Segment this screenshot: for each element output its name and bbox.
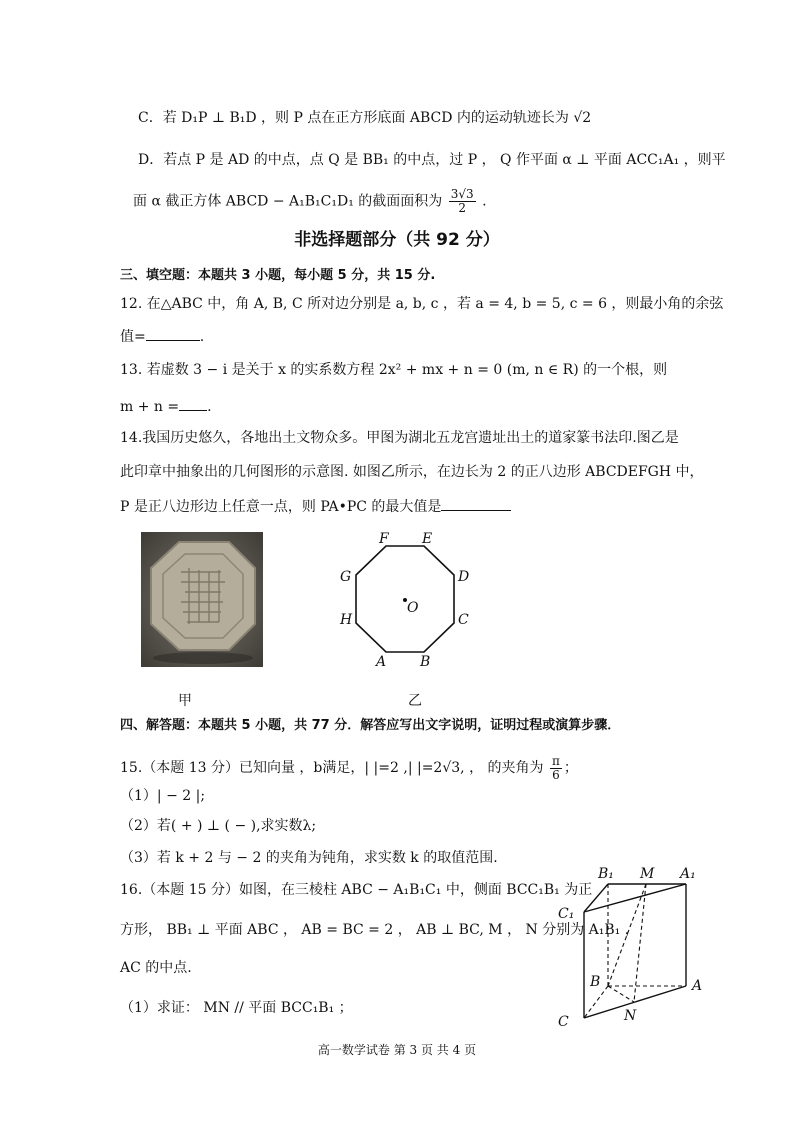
q12-line2: [120, 326, 204, 347]
q14-answer-blank: [441, 496, 511, 511]
prism-diagram: [548, 860, 718, 1035]
q15-question-text: 15.（本题 13 分）已知向量 ，b满足，| |=2 ,| |=2√3, ， 的夹角为: [120, 760, 544, 776]
prism-label-c: C: [558, 1014, 569, 1030]
q13-answer-label: m + n =: [120, 399, 180, 415]
q12-end: .: [199, 329, 205, 345]
q16-line1: 16.（本题 15 分）如图，在三棱柱 ABC − A₁B₁C₁ 中，侧面 BCC₁B₁ 为正: [120, 882, 593, 898]
q12-line1: 12. 在△ABC 中，角 A, B, C 所对边分别是 a, b, c ，若 a = 4, b = 5, c = 6 ，则最小角的余弦: [120, 296, 724, 312]
q15-part2: （2）若( + ) ⊥ ( − ),求实数λ;: [120, 818, 317, 834]
prism-label-c1: C₁: [558, 906, 575, 922]
octagon-label-d: D: [458, 569, 470, 585]
q15-end: ；: [563, 760, 578, 776]
prism-label-b1: B₁: [598, 866, 614, 882]
prism-label-n: N: [624, 1008, 637, 1024]
octagon-label-c: C: [458, 612, 469, 628]
q16-line2: 方形， BB₁ ⊥ 平面 ABC ， AB = BC = 2 ， AB ⊥ BC, M ， N 分别为 A₁B₁ ，: [120, 922, 639, 938]
q11-option-d-text: 面 α 截正方体 ABCD − A₁B₁C₁D₁ 的截面面积为: [133, 193, 443, 210]
q11-option-c: C．若 D₁P ⊥ B₁D ，则 P 点在正方形底面 ABCD 内的运动轨迹长为 √2: [138, 110, 592, 126]
q13-end: .: [207, 399, 212, 415]
prism-label-a: A: [692, 978, 703, 994]
octagon-label-f: F: [379, 531, 389, 547]
prism-label-b: B: [590, 974, 601, 990]
q14-line2: 此印章中抽象出的几何图形的示意图. 如图乙所示，在边长为 2 的正八边形 ABCDEFGH 中，: [120, 464, 704, 480]
fraction-denominator: 6: [552, 767, 560, 782]
q16-line3: AC 的中点.: [120, 960, 192, 976]
q16-part1: （1）求证： MN // 平面 BCC₁B₁ ；: [120, 1000, 353, 1016]
q12-answer-blank: [146, 326, 200, 341]
octagon-label-o: O: [407, 600, 419, 616]
seal-photo: [141, 532, 263, 667]
page-footer: 高一数学试卷 第 3 页 共 4 页: [317, 1043, 477, 1057]
octagon-label-b: B: [420, 654, 431, 668]
q11-option-d-end: .: [482, 193, 487, 210]
q13-line2: [120, 396, 212, 417]
section-4-heading: 四、解答题：本题共 5 小题，共 77 分．解答应写出文字说明，证明过程或演算步骤．: [120, 718, 621, 733]
seal-photo-image: [141, 532, 263, 667]
q15-line1: [120, 748, 578, 788]
fraction-denominator: 2: [458, 201, 466, 215]
section-3-heading: 三、填空题：本题共 3 小题，每小题 5 分，共 15 分.: [120, 268, 436, 283]
q14-line3: [120, 496, 511, 517]
fraction-numerator: π: [551, 753, 560, 768]
prism-label-a1: A₁: [680, 866, 696, 882]
part-title: 非选择题部分（共 92 分）: [294, 230, 500, 250]
q11-option-d-line1: D．若点 P 是 AD 的中点，点 Q 是 BB₁ 的中点，过 P ， Q 作平面 α ⊥ 平面 ACC₁A₁ ，则平: [138, 152, 726, 168]
fraction-numerator: 3√3: [450, 187, 474, 201]
q13-line1: 13. 若虚数 3 − i 是关于 x 的实系数方程 2x² + mx + n = 0 (m, n ∈ R) 的一个根，则: [120, 362, 668, 378]
octagon-label-a: A: [376, 654, 387, 668]
octagon-label-g: G: [340, 569, 352, 585]
q15-part3: （3）若 k + 2 与 − 2 的夹角为钝角，求实数 k 的取值范围.: [120, 850, 498, 866]
q15-part1: （1）| − 2 |;: [120, 788, 206, 804]
caption-yi: 乙: [408, 693, 422, 709]
q15-angle-fraction: [550, 755, 562, 782]
q11-option-d-line2: [133, 188, 487, 215]
octagon-diagram: [330, 528, 480, 668]
octagon-label-h: H: [340, 612, 353, 628]
q11-option-d-fraction: [449, 188, 476, 215]
q13-answer-blank: [179, 396, 207, 411]
q12-answer-label: 值=: [120, 329, 146, 345]
q14-question-text: P 是正八边形边上任意一点，则 PA•PC 的最大值是: [120, 499, 442, 515]
prism-label-m: M: [640, 866, 655, 882]
caption-jia: 甲: [178, 693, 192, 709]
octagon-label-e: E: [422, 531, 433, 547]
q14-line1: 14.我国历史悠久，各地出土文物众多。甲图为湖北五龙宫遗址出土的道家篆书法印.图乙是: [120, 430, 679, 446]
